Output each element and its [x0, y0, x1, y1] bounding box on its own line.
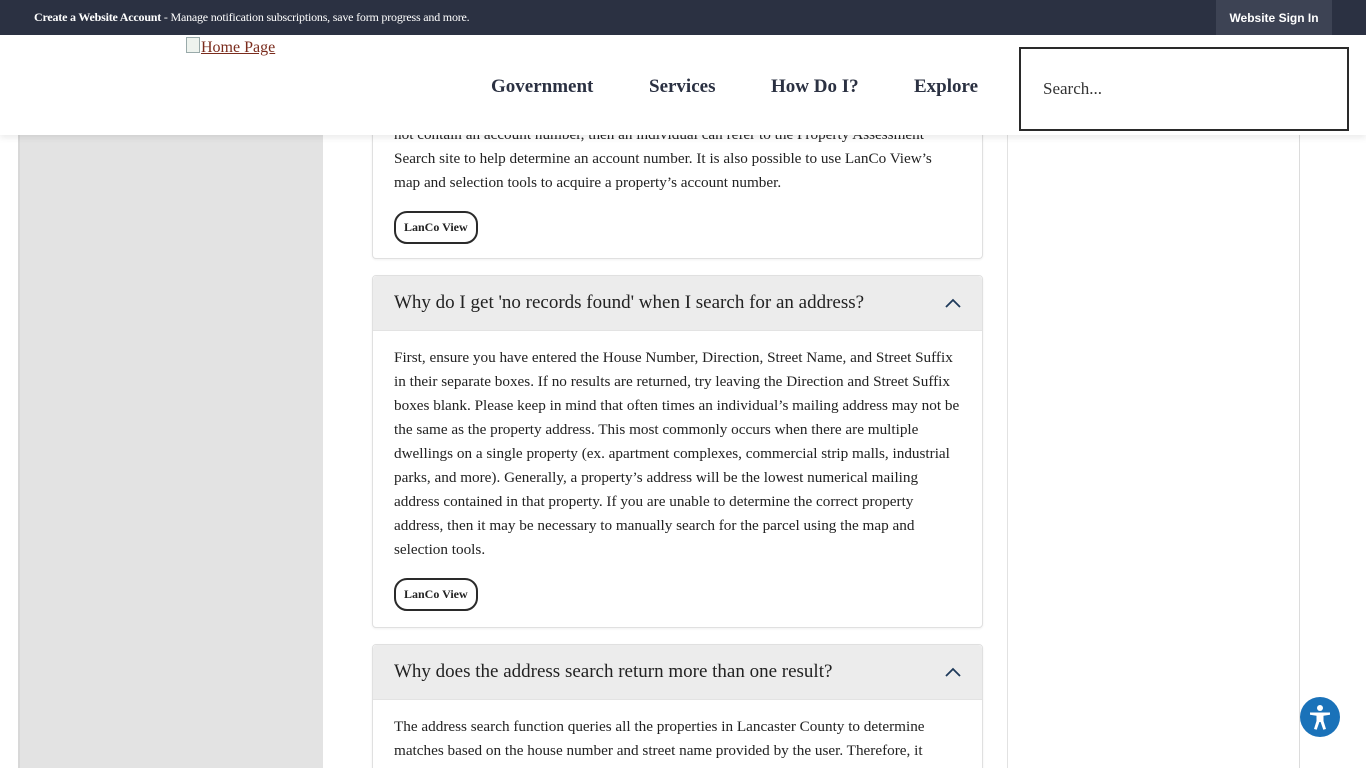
create-account-link[interactable]	[34, 10, 469, 25]
nav-services[interactable]: Services	[649, 76, 716, 97]
search-input[interactable]	[1043, 79, 1323, 99]
website-sign-in-button[interactable]: Website Sign In	[1216, 0, 1332, 35]
faq-question-toggle[interactable]	[373, 276, 982, 331]
nav-how-do-i[interactable]: How Do I?	[771, 76, 859, 97]
accessibility-icon	[1305, 702, 1335, 732]
nav-explore[interactable]: Explore	[914, 76, 979, 97]
chevron-up-icon[interactable]	[944, 666, 962, 678]
right-sidebar	[1007, 135, 1300, 768]
faq-question-toggle[interactable]	[373, 645, 982, 700]
faq-answer-line: Search site to help determine an account number. It is also possible to use LanCo View’s	[394, 150, 932, 167]
faq-answer	[373, 700, 982, 763]
faq-question[interactable]: Why does the address search return more than one result?	[394, 661, 833, 682]
chevron-up-icon[interactable]	[944, 297, 962, 309]
accessibility-button[interactable]	[1300, 697, 1340, 737]
faq-item	[372, 275, 983, 628]
create-account-label[interactable]: Create a Website Account	[34, 10, 162, 24]
faq-question[interactable]: Why do I get 'no records found' when I search for an address?	[394, 292, 865, 313]
left-sidebar	[18, 135, 323, 768]
faq-answer-text: The address search function queries all the properties in Lancaster County to determine matches based on the house number and street name provided by the user. Therefore, it	[394, 718, 925, 759]
faq-answer	[373, 331, 982, 611]
top-utility-bar	[0, 0, 1366, 35]
home-page-logo-link[interactable]	[186, 39, 275, 57]
nav-government[interactable]: Government	[491, 76, 594, 97]
faq-item	[372, 644, 983, 768]
lanco-view-link[interactable]: LanCo View	[394, 211, 478, 244]
logo-alt-text[interactable]: Home Page	[201, 39, 276, 56]
create-account-description: - Manage notification subscriptions, save form progress and more.	[161, 10, 470, 24]
faq-answer-line: map and selection tools to acquire a property’s account number.	[394, 174, 782, 191]
search-box[interactable]	[1019, 47, 1349, 131]
lanco-view-link[interactable]: LanCo View	[394, 578, 478, 611]
site-header	[0, 35, 1366, 135]
faq-answer-text: First, ensure you have entered the House Number, Direction, Street Name, and Street Suffix in their separate boxes. If no results are returned, try leaving the Direction and Street Suffix boxes blank. Please keep in mind that often times an individual’s mailing address may not be the same as the property address. This most commonly occurs when there are multiple dwellings on a single property (ex. apartment complexes, commercial strip malls, industrial parks, and more). Generally, a property’s address will be the lowest numerical mailing address contained in that property. If you are unable to determine the correct property address, then it may be necessary to manually search for the parcel using the map and selection tools.	[394, 349, 960, 558]
broken-image-icon	[186, 37, 200, 53]
